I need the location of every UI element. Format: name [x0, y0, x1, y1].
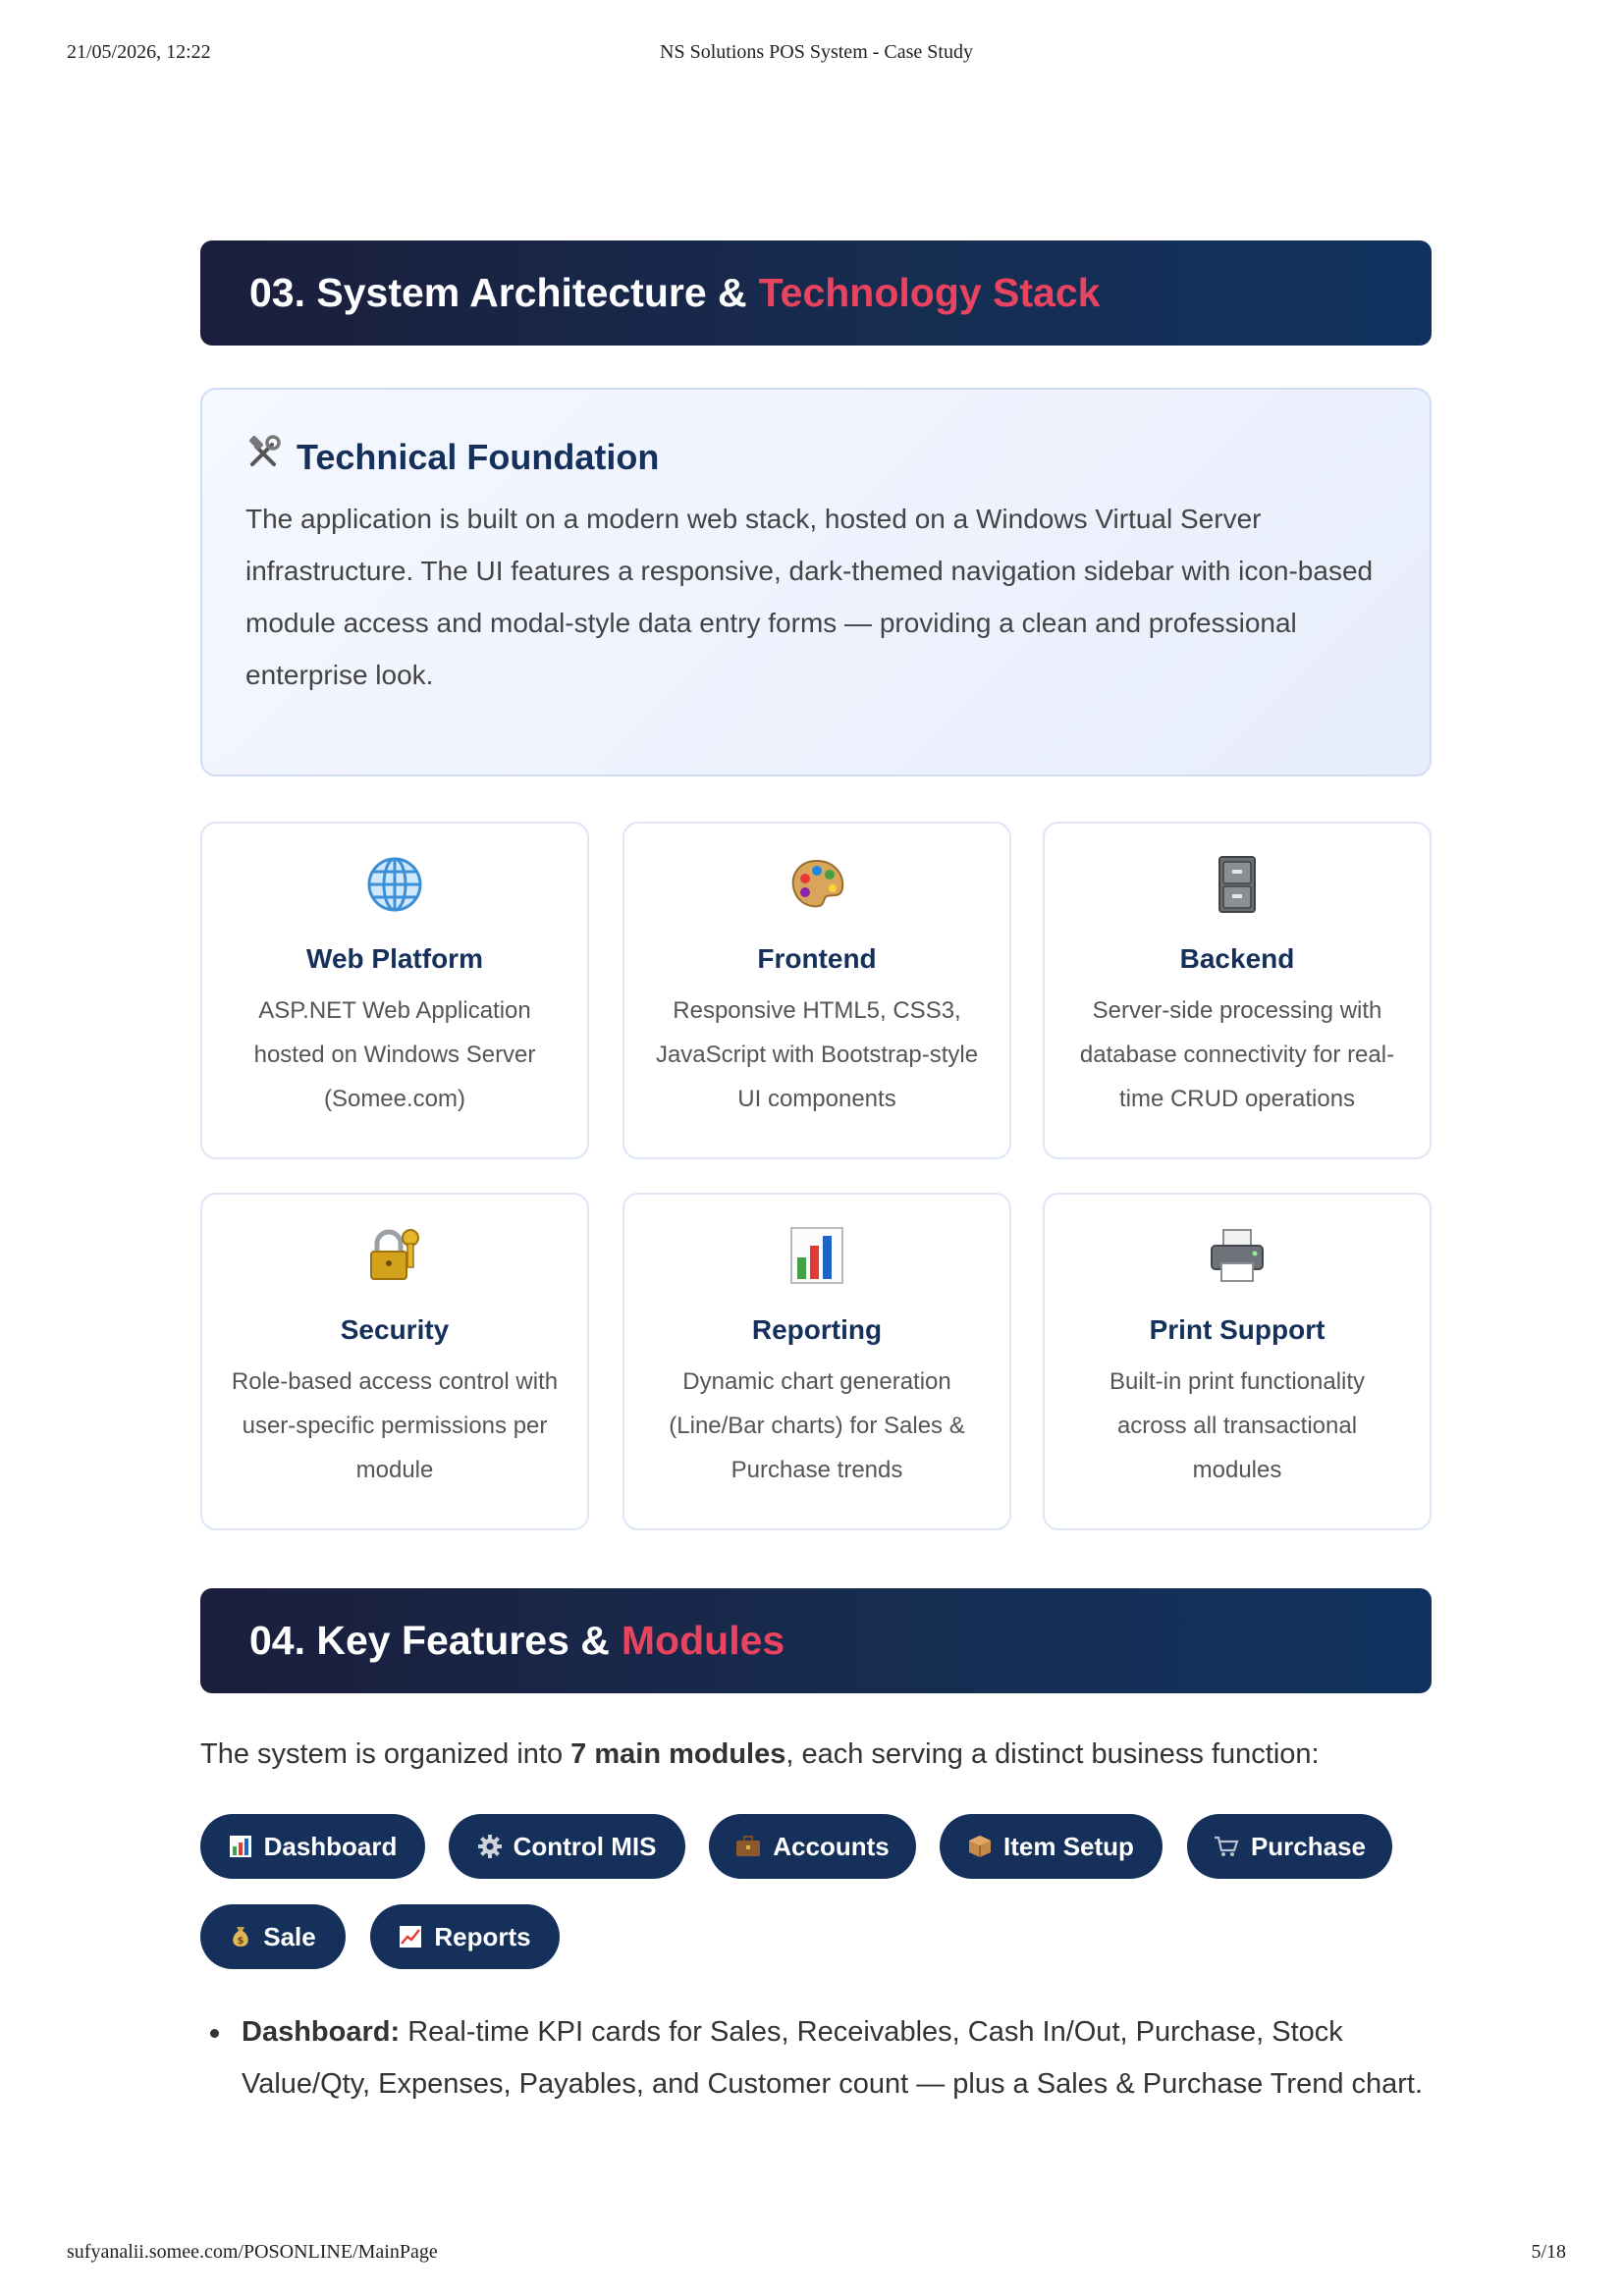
module-pill-accounts [709, 1814, 916, 1879]
foundation-body: The application is built on a modern web stack, hosted on a Windows Virtual Server infrastructure. The UI features a responsive, dark-themed navigation sidebar with icon-based module access and modal-style data entry forms — providing a clean and professional enterprise look. [245, 504, 1374, 690]
print-footer [67, 2241, 1566, 2264]
card-description: Server-side processing with database connectivity for real-time CRUD operations [1079, 997, 1395, 1112]
section-heading-architecture [200, 240, 1432, 346]
card-title: Frontend [757, 943, 877, 974]
card-description: ASP.NET Web Application hosted on Windows Server (Somee.com) [253, 997, 536, 1112]
package-icon [968, 1835, 992, 1858]
section-title-accent: Technology Stack [758, 270, 1101, 315]
svg-text:$: $ [237, 1936, 244, 1947]
section-title: 04. Key Features & [249, 1618, 610, 1663]
card-description: Role-based access control with user-specific permissions per module [231, 1368, 559, 1483]
module-label: Accounts [773, 1831, 890, 1861]
card-frontend [622, 822, 1011, 1159]
bullet-label: Dashboard: [242, 2016, 401, 2048]
card-title: Web Platform [306, 943, 483, 974]
card-backend [1043, 822, 1432, 1159]
gear-icon [478, 1835, 502, 1858]
card-description: Built-in print functionality across all transactional modules [1109, 1368, 1366, 1483]
foundation-heading [245, 435, 1386, 479]
intro-bold: 7 main modules [570, 1738, 786, 1770]
bar-chart-icon [624, 1224, 1009, 1287]
print-datetime: 21/05/2026, 12:22 [67, 41, 211, 63]
module-pill-purchase [1187, 1814, 1392, 1879]
module-pill-control-mis [449, 1814, 685, 1879]
printer-icon [1045, 1224, 1430, 1287]
page-number: 5/18 [1531, 2241, 1566, 2263]
module-label: Sale [263, 1921, 316, 1951]
card-description: Responsive HTML5, CSS3, JavaScript with Bootstrap-style UI components [655, 997, 979, 1112]
card-title: Print Support [1149, 1314, 1325, 1345]
card-security [200, 1193, 589, 1530]
chart-increasing-icon [399, 1925, 422, 1949]
card-title: Reporting [751, 1314, 883, 1345]
module-label: Item Setup [1003, 1831, 1134, 1861]
card-title: Backend [1179, 943, 1295, 974]
module-label: Dashboard [263, 1831, 398, 1861]
hammer-wrench-icon [245, 435, 281, 479]
module-label: Control MIS [513, 1831, 657, 1861]
bullet-text: Real-time KPI cards for Sales, Receivables, Cash In/Out, Purchase, Stock Value/Qty, Expenses, Payables, and Customer count — plus a Sales & Purchase Trend chart. [242, 2016, 1424, 2100]
module-pill-item-setup [940, 1814, 1163, 1879]
print-header [67, 41, 1566, 64]
globe-icon [202, 853, 587, 916]
lock-key-icon [202, 1224, 587, 1287]
card-title: Security [340, 1314, 450, 1345]
module-pill-dashboard [200, 1814, 425, 1879]
bar-chart-icon [229, 1835, 252, 1858]
briefcase-icon [735, 1835, 761, 1858]
module-pill-reports [370, 1904, 560, 1969]
list-item [200, 2006, 1432, 2110]
shopping-cart-icon [1214, 1835, 1239, 1858]
modules-intro [200, 1738, 1320, 1771]
module-details-list [200, 2006, 1432, 2110]
section-title-accent: Modules [621, 1618, 785, 1663]
card-description: Dynamic chart generation (Line/Bar charts) for Sales & Purchase trends [669, 1368, 965, 1483]
section-heading-features [200, 1588, 1432, 1693]
module-label: Purchase [1250, 1831, 1367, 1861]
print-url: sufyanalii.somee.com/POSONLINE/MainPage [67, 2241, 438, 2263]
money-bag-icon [230, 1925, 251, 1949]
module-pill-sale [200, 1904, 346, 1969]
module-label: Reports [434, 1921, 531, 1951]
print-doc-title: NS Solutions POS System - Case Study [660, 41, 973, 63]
palette-icon [624, 853, 1009, 916]
card-print-support [1043, 1193, 1432, 1530]
section-title: 03. System Architecture & [249, 270, 747, 315]
foundation-heading-text: Technical Foundation [297, 436, 660, 477]
file-cabinet-icon [1045, 853, 1430, 916]
card-reporting [622, 1193, 1011, 1530]
technical-foundation-box [200, 388, 1432, 776]
card-web-platform [200, 822, 589, 1159]
intro-text: The system is organized into [200, 1738, 571, 1770]
intro-text-end: , each serving a distinct business function: [785, 1738, 1320, 1770]
